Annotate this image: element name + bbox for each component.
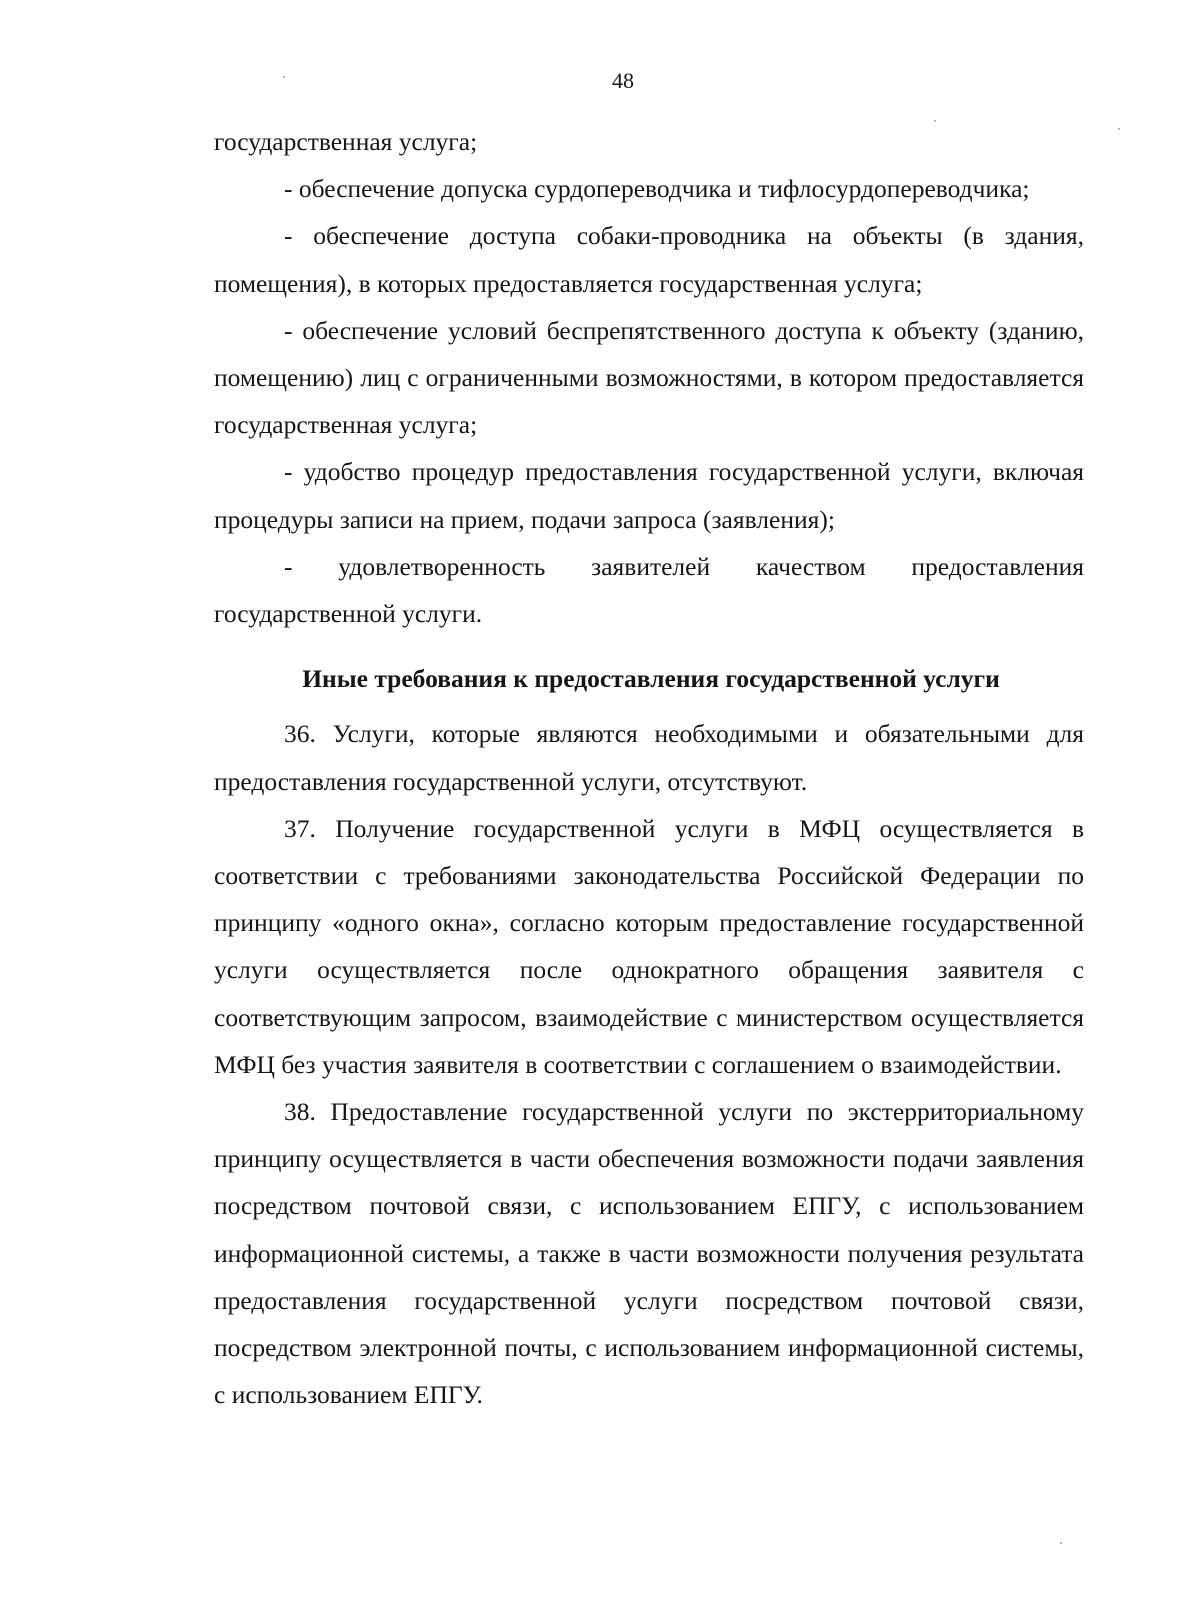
page-number: 48: [612, 68, 634, 93]
clause-38: 38. Предоставление государственной услуги по экстерриториальному принципу осуществляется в части обеспечения возможности подачи заявления посредством почтовой связи, с использованием ЕПГУ, с использованием информационной системы, а также в части возможности получения результата предоставления государственной услуги посредством почтовой связи, посредством электронной почты, с использованием информационной системы, с использованием ЕПГУ.: [214, 1097, 1084, 1410]
clause-36: 36. Услуги, которые являются необходимыми и обязательными для предоставления государственной услуги, отсутствуют.: [214, 719, 1084, 796]
scan-speck: [1060, 1542, 1062, 1544]
list-item: - удобство процедур предоставления государственной услуги, включая процедуры записи на прием, подачи запроса (заявления);: [214, 457, 1084, 534]
paragraph: государственная услуга;: [214, 127, 478, 156]
document-body: [214, 118, 1084, 1418]
list-item: - обеспечение допуска сурдопереводчика и тифлосурдопереводчика;: [284, 174, 1030, 204]
scan-speck: [1118, 128, 1120, 130]
clause-37: 37. Получение государственной услуги в МФЦ осуществляется в соответствии с требованиями законодательства Российской Федерации по принципу «одного окна», согласно которым предоставление государственной услуги осуществляется после однократного обращения заявителя с соответствующим запросом, взаимодействие с министерством осуществляется МФЦ без участия заявителя в соответствии с соглашением о взаимодействии.: [214, 813, 1084, 1079]
list-item: - удовлетворенность заявителей качеством предоставления государственной услуги.: [214, 551, 1084, 629]
list-item: - обеспечение доступа собаки-проводника на объекты (в здания, помещения), в которых предоставляется государственная услуга;: [214, 221, 1084, 298]
list-item: - обеспечение условий беспрепятственного доступа к объекту (зданию, помещению) лиц с ограниченными возможностями, в котором предоставляется государственная услуга;: [214, 315, 1084, 440]
section-heading: Иные требования к предоставления государственной услуги: [302, 664, 1000, 694]
